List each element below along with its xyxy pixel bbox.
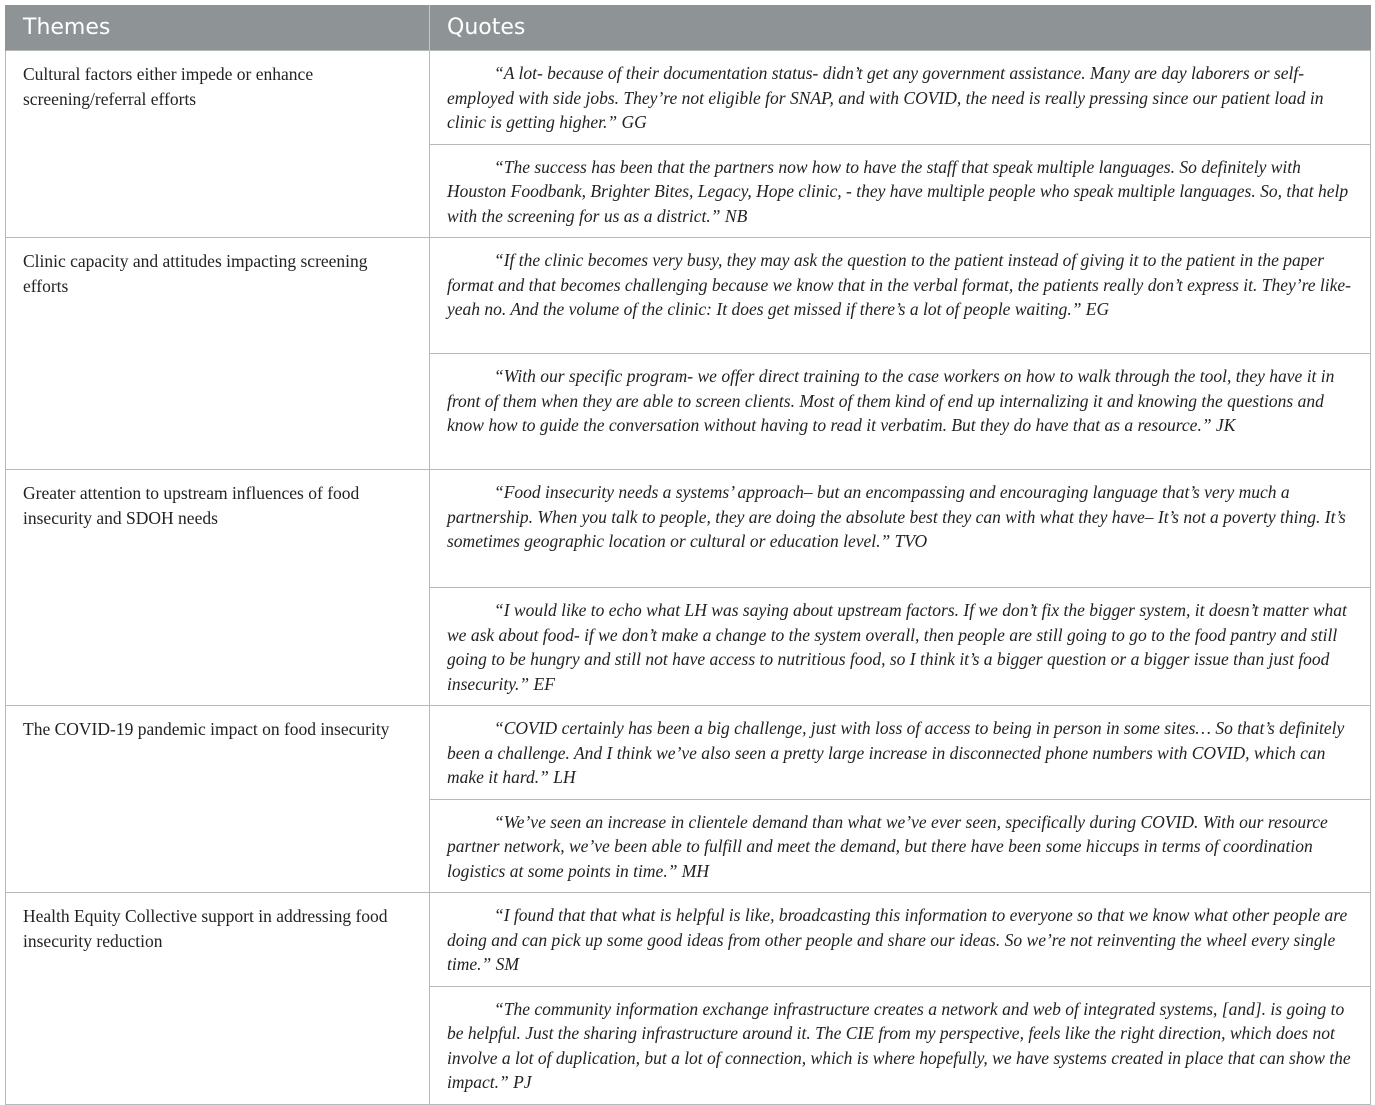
table-row: [6, 51, 1371, 145]
quote-cell: [430, 799, 1371, 893]
quote-cell: [430, 706, 1371, 800]
quote-cell: [430, 588, 1371, 706]
quote-text: “The community information exchange infrastructure creates a network and web of integrated systems, [and]. is going to be helpful. Just the sharing infrastructure around it. The CIE from my perspective, feels like the right direction, which does not involve a lot of duplication, but a lot of connection, which is where hopefully, we have systems created in place that can show the impact.” PJ: [447, 998, 1351, 1092]
theme-cell: Clinic capacity and attitudes impacting screening efforts: [6, 238, 430, 470]
table-row: [6, 893, 1371, 987]
quote-text: “COVID certainly has been a big challenge, just with loss of access to being in person in some sites… So that’s definitely been a challenge. And I think we’ve also seen a pretty large increase in disconnected phone numbers with COVID, which can make it hard.” LH: [447, 718, 1345, 787]
quote-text: “Food insecurity needs a systems’ approach– but an encompassing and encouraging language that’s very much a partnership. When you talk to people, they are doing the absolute best they can with what they have– It’s not a poverty thing. It’s sometimes geographic location or cultural or education level.” TVO: [447, 482, 1346, 551]
quote-text: “If the clinic becomes very busy, they may ask the question to the patient instead of giving it to the patient in the paper format and that becomes challenging because we know that in the verbal format, the patients really don’t express it. They’re like- yeah no. And the volume of the clinic: It does get missed if there’s a lot of people waiting.” EG: [447, 250, 1351, 319]
quote-cell: [430, 893, 1371, 987]
quote-text: “We’ve seen an increase in clientele demand than what we’ve ever seen, specifically during COVID. With our resource partner network, we’ve been able to fulfill and meet the demand, but there have been some hiccups in terms of coordination logistics at some points in time.” MH: [447, 811, 1328, 881]
quote-cell: [430, 144, 1371, 238]
table-row: [6, 470, 1371, 588]
header-quotes: Quotes: [430, 5, 1371, 51]
quote-cell: [430, 238, 1371, 354]
header-themes: Themes: [6, 5, 430, 51]
theme-cell: Health Equity Collective support in addressing food insecurity reduction: [6, 893, 430, 1105]
table-row: [6, 706, 1371, 800]
quote-cell: [430, 51, 1371, 145]
quote-text: “A lot- because of their documentation status- didn’t get any government assistance. Many are day laborers or self-employed with side jobs. They’re not eligible for SNAP, and with COVID, the need is really pressing since our patient load in clinic is getting higher.” GG: [447, 63, 1324, 132]
quote-text: “The success has been that the partners now how to have the staff that speak multiple languages. So definitely with Houston Foodbank, Brighter Bites, Legacy, Hope clinic, - they have multiple people who speak multiple languages. So, that help with the screening for us as a district.” NB: [447, 156, 1349, 226]
theme-cell: Cultural factors either impede or enhance screening/referral efforts: [6, 51, 430, 238]
themes-quotes-table: [5, 5, 1371, 1105]
quote-cell: [430, 470, 1371, 588]
quote-text: “I found that that what is helpful is like, broadcasting this information to everyone so that we know what other people are doing and can pick up some good ideas from other people and share our ideas. So we’re not reinventing the wheel every single time.” SM: [447, 905, 1348, 974]
quote-text: “With our specific program- we offer direct training to the case workers on how to walk through the tool, they have it in front of them when they are able to screen clients. Most of them kind of end up internalizing it and knowing the questions and know how to guide the conversation without having to read it verbatim. But they do have that as a resource.” JK: [447, 366, 1335, 435]
quote-text: “I would like to echo what LH was saying about upstream factors. If we don’t fix the bigger system, it doesn’t matter what we ask about food- if we don’t make a change to the system overall, then people are still going to go to the food pantry and still going to be hungry and still not have access to nutritious food, so I think it’s a bigger question or a bigger issue than just food insecurity.” EF: [447, 600, 1347, 694]
table-row: [6, 238, 1371, 354]
header-row: [6, 5, 1371, 51]
quote-cell: [430, 354, 1371, 470]
theme-cell: The COVID-19 pandemic impact on food insecurity: [6, 706, 430, 893]
quote-cell: [430, 986, 1371, 1104]
theme-cell: Greater attention to upstream influences of food insecurity and SDOH needs: [6, 470, 430, 706]
